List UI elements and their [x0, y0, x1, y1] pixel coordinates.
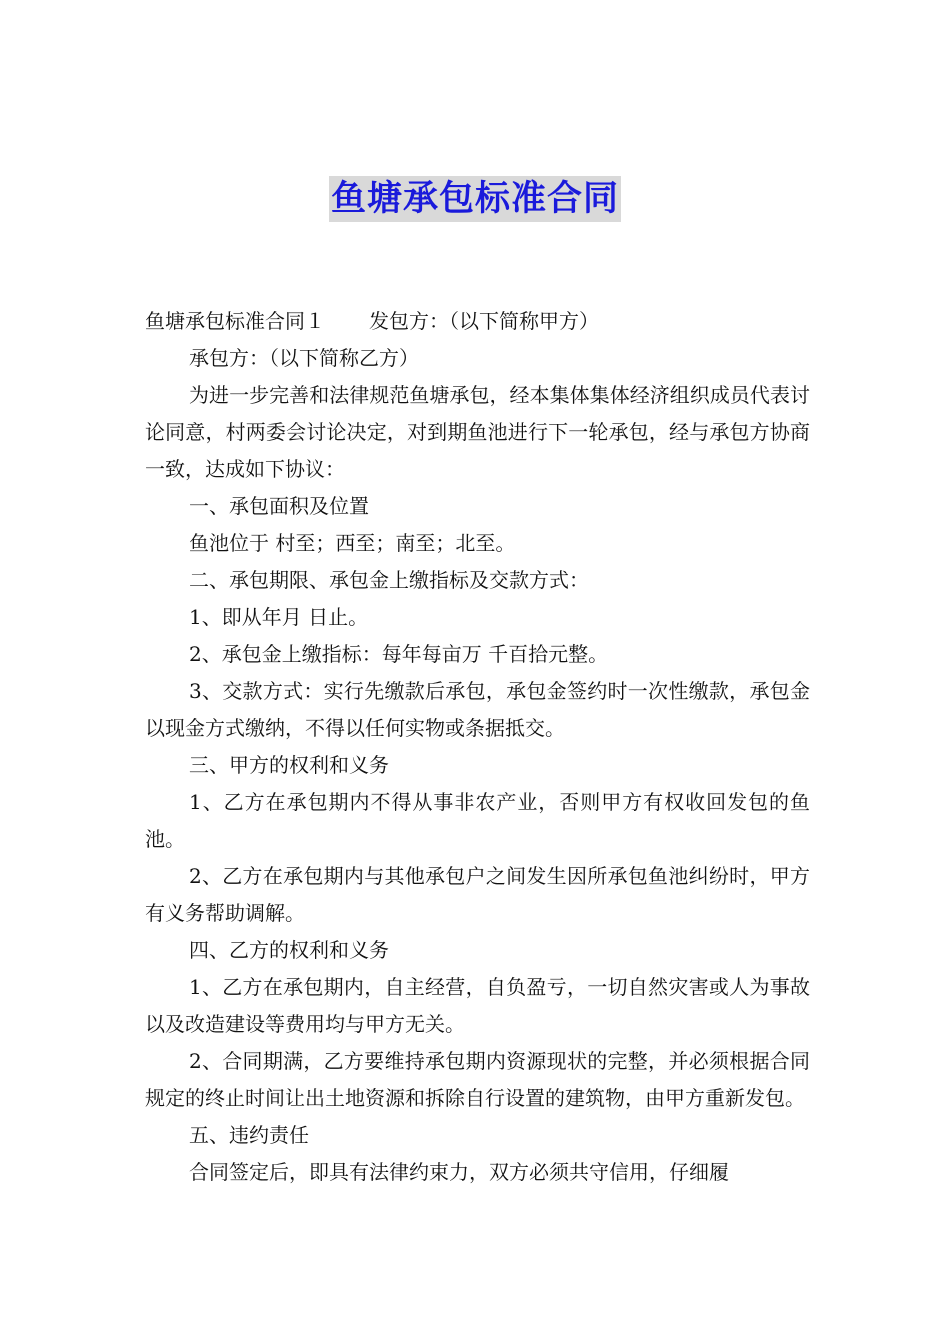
- first-line-right: 发包方：（以下简称甲方）: [369, 309, 599, 333]
- paragraph: 1、乙方在承包期内，自主经营，自负盈亏，一切自然灾害或人为事故以及改造建设等费用均与甲方无关。: [145, 975, 810, 1036]
- paragraph: 鱼池位于 村至；西至；南至；北至。: [189, 531, 516, 555]
- section-heading: 五、违约责任: [189, 1123, 309, 1147]
- paragraph: 为进一步完善和法律规范鱼塘承包，经本集体集体经济组织成员代表讨论同意，村两委会讨论决定，对到期鱼池进行下一轮承包，经与承包方协商一致，达成如下协议：: [145, 383, 810, 481]
- document-title: 鱼塘承包标准合同: [329, 176, 621, 222]
- title-container: [0, 176, 950, 222]
- paragraph: 2、乙方在承包期内与其他承包户之间发生因所承包鱼池纠纷时，甲方有义务帮助调解。: [145, 864, 810, 925]
- paragraph: 2、承包金上缴指标：每年每亩万 千百拾元整。: [189, 642, 609, 666]
- document-body: [145, 303, 810, 1191]
- paragraph: 合同签定后，即具有法律约束力，双方必须共守信用，仔细履: [189, 1160, 729, 1184]
- first-line-left: 鱼塘承包标准合同１: [145, 309, 325, 333]
- paragraph: 3、交款方式：实行先缴款后承包，承包金签约时一次性缴款，承包金以现金方式缴纳，不得以任何实物或条据抵交。: [145, 679, 810, 740]
- section-heading: 四、乙方的权利和义务: [189, 938, 389, 962]
- paragraph: 承包方：（以下简称乙方）: [189, 346, 419, 370]
- section-heading: 二、承包期限、承包金上缴指标及交款方式：: [189, 568, 589, 592]
- section-heading: 三、甲方的权利和义务: [189, 753, 389, 777]
- paragraph: 1、乙方在承包期内不得从事非农产业，否则甲方有权收回发包的鱼池。: [145, 790, 810, 851]
- section-heading: 一、承包面积及位置: [189, 494, 369, 518]
- first-line: [145, 303, 810, 340]
- paragraph: 2、合同期满，乙方要维持承包期内资源现状的完整，并必须根据合同规定的终止时间让出土地资源和拆除自行设置的建筑物，由甲方重新发包。: [145, 1049, 810, 1110]
- paragraph: 1、即从年月 日止。: [189, 605, 369, 629]
